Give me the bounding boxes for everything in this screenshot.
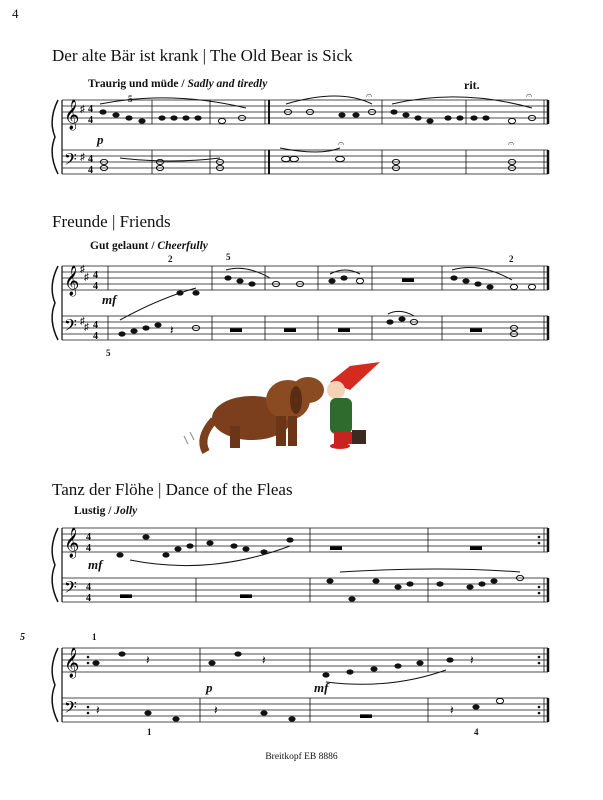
svg-text:▬: ▬ <box>338 321 350 335</box>
svg-text:4: 4 <box>88 115 93 126</box>
svg-text:4: 4 <box>86 593 91 604</box>
tempo-english: Sadly and tiredly <box>187 78 268 90</box>
svg-text:𝄐: 𝄐 <box>338 138 345 150</box>
svg-text:𝄢: 𝄢 <box>64 577 77 601</box>
svg-text:▬: ▬ <box>402 271 414 285</box>
svg-text:4: 4 <box>88 154 93 165</box>
tempo-english: Jolly <box>114 505 138 517</box>
svg-text:4: 4 <box>93 270 98 281</box>
fingering-number: 5 <box>128 94 133 104</box>
svg-text:𝄽: 𝄽 <box>450 703 454 717</box>
fingering-number: 4 <box>474 727 479 737</box>
score-system-fleas-1 <box>0 520 603 610</box>
svg-text:𝄞: 𝄞 <box>64 100 80 130</box>
svg-text:4: 4 <box>93 320 98 331</box>
svg-text:𝄐: 𝄐 <box>366 90 373 102</box>
svg-text:♯: ♯ <box>80 264 85 275</box>
svg-text:𝄽: 𝄽 <box>470 653 474 667</box>
fingering-number: 1 <box>92 632 97 642</box>
svg-text:▬: ▬ <box>230 321 242 335</box>
svg-text:♯: ♯ <box>84 322 89 333</box>
svg-text:▬: ▬ <box>470 321 482 335</box>
dynamic-marking: p <box>97 132 104 147</box>
fingering-number: 1 <box>147 727 152 737</box>
score-system-friends <box>0 258 603 348</box>
svg-text:4: 4 <box>86 543 91 554</box>
tempo-german: Gut gelaunt / <box>90 240 158 252</box>
dynamic-marking: mf <box>102 292 117 307</box>
fingering-number: 2 <box>168 254 173 264</box>
svg-text:𝄐: 𝄐 <box>508 138 515 150</box>
tempo-english: Cheerfully <box>157 240 208 252</box>
svg-text:𝄢: 𝄢 <box>64 149 77 173</box>
svg-text:♯: ♯ <box>80 316 85 327</box>
dynamic-marking: p <box>206 680 213 695</box>
footer-catalog: Breitkopf EB 8886 <box>265 752 338 762</box>
dynamic-marking: mf <box>314 680 329 695</box>
svg-text:▬: ▬ <box>330 539 342 553</box>
svg-text:𝄞: 𝄞 <box>64 266 80 296</box>
svg-text:4: 4 <box>86 582 91 593</box>
svg-text:𝄢: 𝄢 <box>64 697 77 721</box>
tempo-german: Traurig und müde / <box>88 78 188 90</box>
tempo-marking-friends <box>90 240 208 252</box>
svg-text:4: 4 <box>93 331 98 342</box>
svg-text:𝄢: 𝄢 <box>64 315 77 339</box>
piece-title-dance-of-fleas: Tanz der Flöhe | Dance of the Fleas <box>52 480 293 499</box>
svg-text:4: 4 <box>88 165 93 176</box>
svg-text:𝄽: 𝄽 <box>146 653 150 667</box>
svg-text:𝄽: 𝄽 <box>170 323 174 337</box>
tempo-marking-old-bear <box>88 78 267 90</box>
score-system-fleas-2 <box>0 640 603 730</box>
svg-text:4: 4 <box>93 281 98 292</box>
svg-text:4: 4 <box>86 532 91 543</box>
svg-text:▬: ▬ <box>360 707 372 721</box>
svg-text:4: 4 <box>88 104 93 115</box>
svg-text:▬: ▬ <box>470 539 482 553</box>
svg-text:𝄐: 𝄐 <box>526 90 533 102</box>
dynamic-marking: mf <box>88 557 103 572</box>
svg-text:▬: ▬ <box>240 587 252 601</box>
page-number: 4 <box>12 6 19 21</box>
fingering-number: 5 <box>226 252 231 262</box>
measure-number: 5 <box>20 632 25 643</box>
dog-and-gnome-illustration-icon <box>180 360 410 460</box>
svg-text:𝄽: 𝄽 <box>262 653 266 667</box>
tempo-german: Lustig / <box>74 505 115 517</box>
svg-text:▬: ▬ <box>284 321 296 335</box>
svg-text:♯: ♯ <box>84 272 89 283</box>
svg-text:𝄽: 𝄽 <box>96 703 100 717</box>
svg-text:𝄽: 𝄽 <box>214 703 218 717</box>
ritardando-marking: rit. <box>464 78 480 92</box>
svg-text:𝄞: 𝄞 <box>64 528 80 558</box>
fingering-number: 2 <box>509 254 514 264</box>
svg-text:♯: ♯ <box>80 104 85 115</box>
tempo-marking-fleas <box>74 505 137 517</box>
svg-text:♯: ♯ <box>80 152 85 163</box>
piece-title-friends: Freunde | Friends <box>52 212 171 231</box>
svg-text:𝄞: 𝄞 <box>64 648 80 678</box>
score-system-old-bear <box>0 90 603 180</box>
fingering-number: 5 <box>106 348 111 358</box>
svg-text:▬: ▬ <box>120 587 132 601</box>
piece-title-old-bear: Der alte Bär ist krank | The Old Bear is Sick <box>52 46 353 65</box>
